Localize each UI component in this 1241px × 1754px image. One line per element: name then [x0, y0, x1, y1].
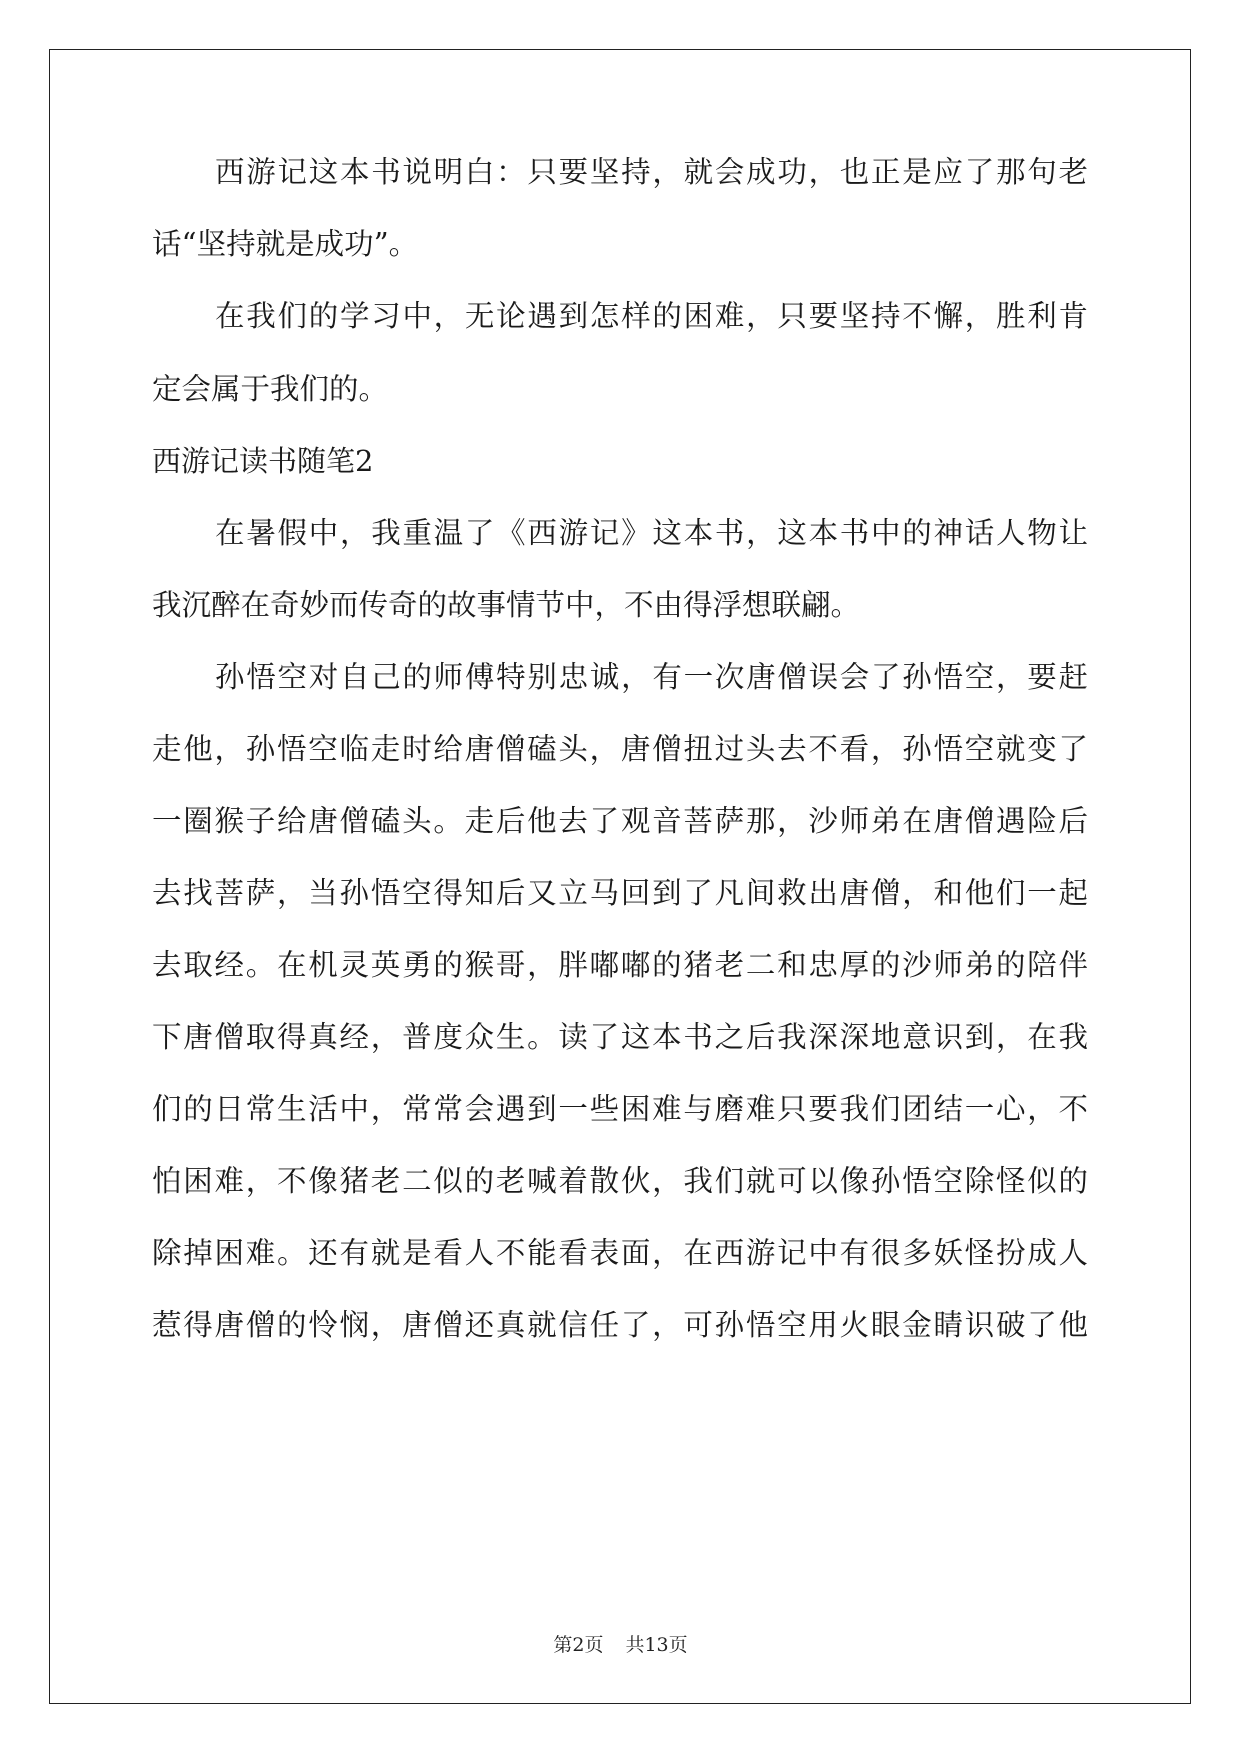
page-number: 第2页 [553, 1634, 604, 1656]
paragraph-4-line-8: 怕困难，不像猪老二似的老喊着散伙，我们就可以像孙悟空除怪似的 [152, 1164, 1088, 1198]
paragraph-3-line-2: 我沉醉在奇妙而传奇的故事情节中，不由得浮想联翩。 [152, 588, 861, 622]
paragraph-4-line-10: 惹得唐僧的怜悯，唐僧还真就信任了，可孙悟空用火眼金睛识破了他 [152, 1308, 1088, 1342]
paragraph-4-line-6: 下唐僧取得真经，普度众生。读了这本书之后我深深地意识到，在我 [152, 1020, 1088, 1054]
paragraph-1-line-1: 西游记这本书说明白：只要坚持，就会成功，也正是应了那句老 [215, 155, 1088, 189]
paragraph-2-line-1: 在我们的学习中，无论遇到怎样的困难，只要坚持不懈，胜利肯 [215, 299, 1088, 333]
paragraph-3-line-1: 在暑假中，我重温了《西游记》这本书，这本书中的神话人物让 [215, 516, 1088, 550]
paragraph-4-line-1: 孙悟空对自己的师傅特别忠诚，有一次唐僧误会了孙悟空，要赶 [215, 660, 1088, 694]
page-footer [0, 1633, 1241, 1657]
page-total: 共13页 [625, 1634, 688, 1656]
section-heading: 西游记读书随笔2 [152, 444, 374, 478]
paragraph-4-line-3: 一圈猴子给唐僧磕头。走后他去了观音菩萨那，沙师弟在唐僧遇险后 [152, 804, 1088, 838]
paragraph-4-line-9: 除掉困难。还有就是看人不能看表面，在西游记中有很多妖怪扮成人 [152, 1236, 1088, 1270]
paragraph-2-line-2: 定会属于我们的。 [152, 372, 389, 406]
paragraph-4-line-5: 去取经。在机灵英勇的猴哥，胖嘟嘟的猪老二和忠厚的沙师弟的陪伴 [152, 948, 1088, 982]
paragraph-4-line-7: 们的日常生活中，常常会遇到一些困难与磨难只要我们团结一心，不 [152, 1092, 1088, 1126]
paragraph-4-line-2: 走他，孙悟空临走时给唐僧磕头，唐僧扭过头去不看，孙悟空就变了 [152, 732, 1088, 766]
paragraph-4-line-4: 去找菩萨，当孙悟空得知后又立马回到了凡间救出唐僧，和他们一起 [152, 876, 1088, 910]
paragraph-1-line-2: 话“坚持就是成功”。 [152, 227, 419, 261]
